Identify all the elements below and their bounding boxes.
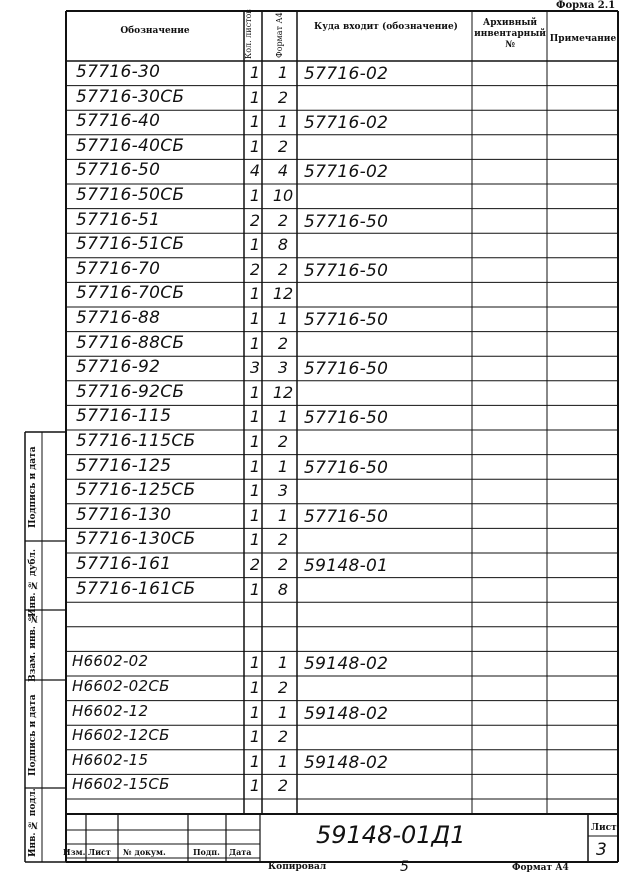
row-sheets: 12 bbox=[272, 284, 294, 304]
row-sheets: 2 bbox=[277, 136, 289, 156]
row-sheets: 2 bbox=[277, 555, 289, 574]
tb-sheet-label: Лист bbox=[591, 823, 617, 833]
row-designation: 57716-70 bbox=[76, 258, 161, 279]
footer-copied: Копировал bbox=[268, 862, 327, 872]
row-sheets: 8 bbox=[277, 235, 289, 255]
row-sheets: 8 bbox=[277, 579, 289, 599]
header-format: Формат А4 bbox=[275, 12, 284, 58]
side-sign-date-bottom: Подпись и дата bbox=[28, 694, 38, 776]
row-designation: Н6602-15 bbox=[72, 750, 149, 769]
row-where-used: 57716-50 bbox=[304, 260, 389, 281]
row-designation: 57716-115СБ bbox=[76, 431, 196, 451]
row-where-used: 57716-50 bbox=[304, 211, 389, 232]
row-where-used: 57716-02 bbox=[304, 64, 389, 84]
row-designation: 57716-125СБ bbox=[76, 480, 196, 501]
row-qty: 1 bbox=[249, 186, 261, 205]
row-designation: 57716-40 bbox=[76, 111, 161, 132]
tb-col-podp: Подп. bbox=[193, 847, 220, 857]
row-where-used: 57716-50 bbox=[304, 310, 389, 330]
row-designation: 57716-130 bbox=[76, 504, 172, 525]
row-qty: 1 bbox=[249, 333, 261, 353]
row-qty: 2 bbox=[249, 259, 261, 279]
row-sheets: 1 bbox=[277, 407, 289, 427]
row-designation: 57716-161СБ bbox=[76, 578, 196, 599]
row-designation: 57716-88 bbox=[76, 308, 161, 328]
row-qty: 1 bbox=[249, 87, 261, 107]
row-sheets: 10 bbox=[272, 186, 294, 205]
row-designation: 57716-70СБ bbox=[76, 283, 185, 304]
row-designation: 57716-115 bbox=[76, 406, 172, 427]
tb-col-doc: № докум. bbox=[123, 847, 166, 857]
row-qty: 4 bbox=[249, 161, 261, 181]
side-inv-podl: Инв. № подл. bbox=[28, 788, 38, 858]
row-qty: 1 bbox=[249, 456, 261, 476]
row-sheets: 1 bbox=[277, 456, 289, 476]
tb-col-date: Дата bbox=[229, 847, 252, 857]
row-designation: 57716-51СБ bbox=[76, 234, 185, 255]
row-qty: 2 bbox=[249, 210, 261, 230]
row-sheets: 3 bbox=[277, 358, 289, 378]
row-sheets: 1 bbox=[277, 751, 289, 771]
row-where-used: 59148-01 bbox=[304, 556, 389, 576]
form-label: Форма 2.1 bbox=[556, 0, 616, 11]
row-where-used: 57716-02 bbox=[304, 162, 389, 183]
header-qty-sheets: Кол. листов bbox=[244, 9, 253, 59]
row-qty: 1 bbox=[249, 112, 261, 132]
row-qty: 3 bbox=[249, 358, 261, 378]
row-sheets: 2 bbox=[277, 432, 289, 451]
row-where-used: 57716-50 bbox=[304, 408, 389, 429]
side-inv-dubl: Инв. № дубл. bbox=[28, 549, 38, 617]
tb-col-izm: Изм. bbox=[63, 847, 86, 857]
row-designation: Н6602-02 bbox=[72, 652, 149, 671]
row-sheets: 2 bbox=[277, 210, 289, 230]
row-qty: 1 bbox=[249, 235, 261, 255]
row-qty: 1 bbox=[249, 407, 261, 427]
row-designation: 57716-161 bbox=[76, 554, 172, 574]
row-sheets: 2 bbox=[277, 333, 289, 353]
footer-format: Формат А4 bbox=[512, 863, 569, 873]
row-qty: 1 bbox=[249, 63, 261, 82]
row-sheets: 4 bbox=[277, 161, 289, 181]
row-sheets: 2 bbox=[277, 87, 289, 107]
row-sheets: 2 bbox=[277, 678, 289, 697]
row-qty: 1 bbox=[249, 309, 261, 328]
row-qty: 1 bbox=[249, 481, 261, 501]
row-designation: 57716-50СБ bbox=[76, 185, 185, 205]
row-designation: 57716-40СБ bbox=[76, 135, 185, 156]
row-designation: 57716-50 bbox=[76, 160, 161, 181]
row-designation: 57716-130СБ bbox=[76, 529, 196, 550]
row-designation: 57716-30СБ bbox=[76, 86, 185, 107]
row-qty: 1 bbox=[249, 284, 261, 304]
row-sheets: 12 bbox=[272, 382, 294, 402]
row-sheets: 2 bbox=[277, 530, 289, 550]
row-sheets: 1 bbox=[277, 112, 289, 132]
row-sheets: 1 bbox=[277, 63, 289, 82]
row-qty: 1 bbox=[249, 751, 261, 771]
row-qty: 1 bbox=[249, 776, 261, 796]
row-qty: 1 bbox=[249, 432, 261, 451]
row-designation: Н6602-12СБ bbox=[72, 726, 170, 745]
row-qty: 1 bbox=[249, 136, 261, 156]
row-where-used: 57716-02 bbox=[304, 113, 389, 134]
row-designation: 57716-88СБ bbox=[76, 332, 185, 353]
row-qty: 1 bbox=[249, 382, 261, 402]
row-qty: 1 bbox=[249, 579, 261, 599]
header-note: Примечание bbox=[549, 34, 617, 44]
row-sheets: 1 bbox=[277, 702, 289, 722]
header-designation: Обозначение bbox=[120, 26, 190, 36]
row-designation: 57716-51 bbox=[76, 209, 161, 230]
row-designation: 57716-92СБ bbox=[76, 381, 185, 402]
row-where-used: 57716-50 bbox=[304, 506, 389, 527]
row-designation: Н6602-12 bbox=[72, 701, 149, 720]
header-archive-no: Архивный инвентарный № bbox=[474, 18, 546, 50]
row-qty: 2 bbox=[249, 555, 261, 574]
row-qty: 1 bbox=[249, 653, 261, 673]
row-sheets: 2 bbox=[277, 259, 289, 279]
side-sign-date-top: Подпись и дата bbox=[28, 446, 38, 528]
row-qty: 1 bbox=[249, 702, 261, 722]
header-where-used: Куда входит (обозначение) bbox=[314, 22, 458, 32]
row-where-used: 59148-02 bbox=[304, 703, 389, 724]
row-where-used: 57716-50 bbox=[304, 457, 389, 478]
row-designation: 57716-30 bbox=[76, 62, 161, 82]
footer-page-mark: 5 bbox=[400, 859, 409, 875]
row-qty: 1 bbox=[249, 505, 261, 525]
row-qty: 1 bbox=[249, 678, 261, 697]
tb-sheet-no: 3 bbox=[596, 840, 607, 860]
row-designation: Н6602-02СБ bbox=[72, 677, 170, 695]
row-qty: 1 bbox=[249, 727, 261, 747]
row-sheets: 1 bbox=[277, 309, 289, 328]
row-sheets: 3 bbox=[277, 481, 289, 501]
row-sheets: 1 bbox=[277, 505, 289, 525]
row-sheets: 1 bbox=[277, 653, 289, 673]
row-sheets: 2 bbox=[277, 776, 289, 796]
side-vzam-inv: Взам. инв. № bbox=[28, 612, 38, 682]
tb-col-list: Лист bbox=[88, 847, 111, 857]
row-where-used: 59148-02 bbox=[304, 752, 389, 773]
row-where-used: 57716-50 bbox=[304, 359, 389, 380]
row-designation: Н6602-15СБ bbox=[72, 775, 170, 794]
tb-designation: 59148-01Д1 bbox=[316, 821, 466, 849]
row-where-used: 59148-02 bbox=[304, 654, 389, 675]
row-qty: 1 bbox=[249, 530, 261, 550]
row-designation: 57716-92 bbox=[76, 357, 161, 378]
row-designation: 57716-125 bbox=[76, 455, 172, 476]
row-sheets: 2 bbox=[277, 727, 289, 747]
